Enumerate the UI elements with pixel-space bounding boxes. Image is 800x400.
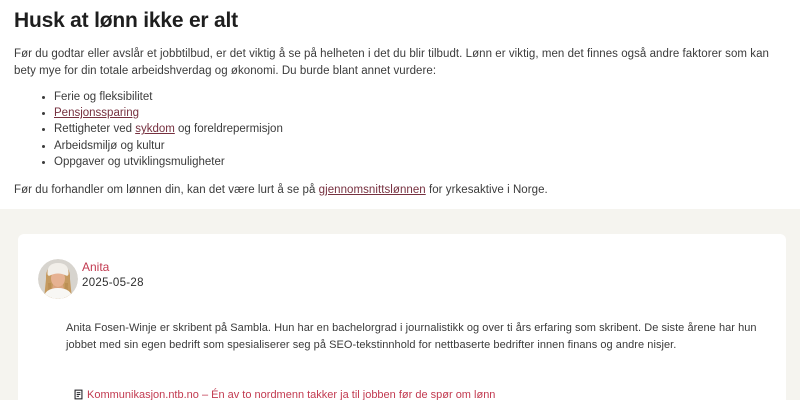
- outro-text-post: for yrkesaktive i Norge.: [425, 184, 548, 197]
- author-card: [18, 234, 786, 400]
- source-link[interactable]: [73, 389, 495, 400]
- list-item-label: Arbeidsmiljø og kultur: [54, 139, 165, 152]
- considerations-list: [14, 89, 786, 170]
- gjennomsnittslonn-link[interactable]: gjennomsnittslønnen: [318, 184, 426, 197]
- list-item-text-post: og foreldrepermisjon: [174, 123, 283, 136]
- list-item-rettigheter: [54, 121, 786, 137]
- list-item-label: Oppgaver og utviklingsmuligheter: [54, 155, 225, 168]
- pensjonssparing-link[interactable]: Pensjonssparing: [54, 107, 140, 120]
- author-bio: Anita Fosen-Winje er skribent på Sambla. Hun har en bachelorgrad i journalistikk og over ti års erfaring som skribent. De siste årene har hun jobbet med sin egen bedrift som spesialiserer seg på SEO-tekstinnhold for nettbaserte bedrifter innen finans og andre nisjer.: [66, 322, 757, 351]
- source-link-label[interactable]: Kommunikasjon.ntb.no – Én av to nordmenn takker ja til jobben før de spør om lønn: [87, 388, 496, 400]
- list-item-pensjon: [54, 105, 786, 121]
- list-item-arbeidsmiljo: [54, 138, 786, 154]
- intro-text: Før du godtar eller avslår et jobbtilbud, er det viktig å se på helheten i det du blir tilbudt. Lønn er viktig, men det finnes også andre faktorer som kan bety mye for din totale arbeidshverdag og økonomi. Du burde blant annet vurdere:: [14, 48, 769, 77]
- author-name-link[interactable]: Anita: [82, 260, 110, 274]
- author-header: [38, 259, 766, 299]
- outro-paragraph: [14, 182, 786, 199]
- document-icon[interactable]: [73, 389, 84, 400]
- source-row: [73, 387, 766, 400]
- outro-text-pre: Før du forhandler om lønnen din, kan det være lurt å se på: [14, 184, 319, 197]
- list-item-label: Ferie og fleksibilitet: [54, 91, 153, 103]
- sykdom-link[interactable]: sykdom: [135, 123, 175, 136]
- author-photo-icon[interactable]: [38, 259, 78, 299]
- author-date: 2025-05-28: [82, 277, 144, 289]
- list-item-text-pre: Rettigheter ved: [54, 123, 136, 136]
- list-item-ferie: [54, 89, 786, 105]
- intro-paragraph: [14, 46, 786, 80]
- author-section: [0, 209, 800, 400]
- list-item-oppgaver: [54, 154, 786, 170]
- author-meta: [82, 259, 144, 289]
- page-title: Husk at lønn ikke er alt: [14, 9, 238, 32]
